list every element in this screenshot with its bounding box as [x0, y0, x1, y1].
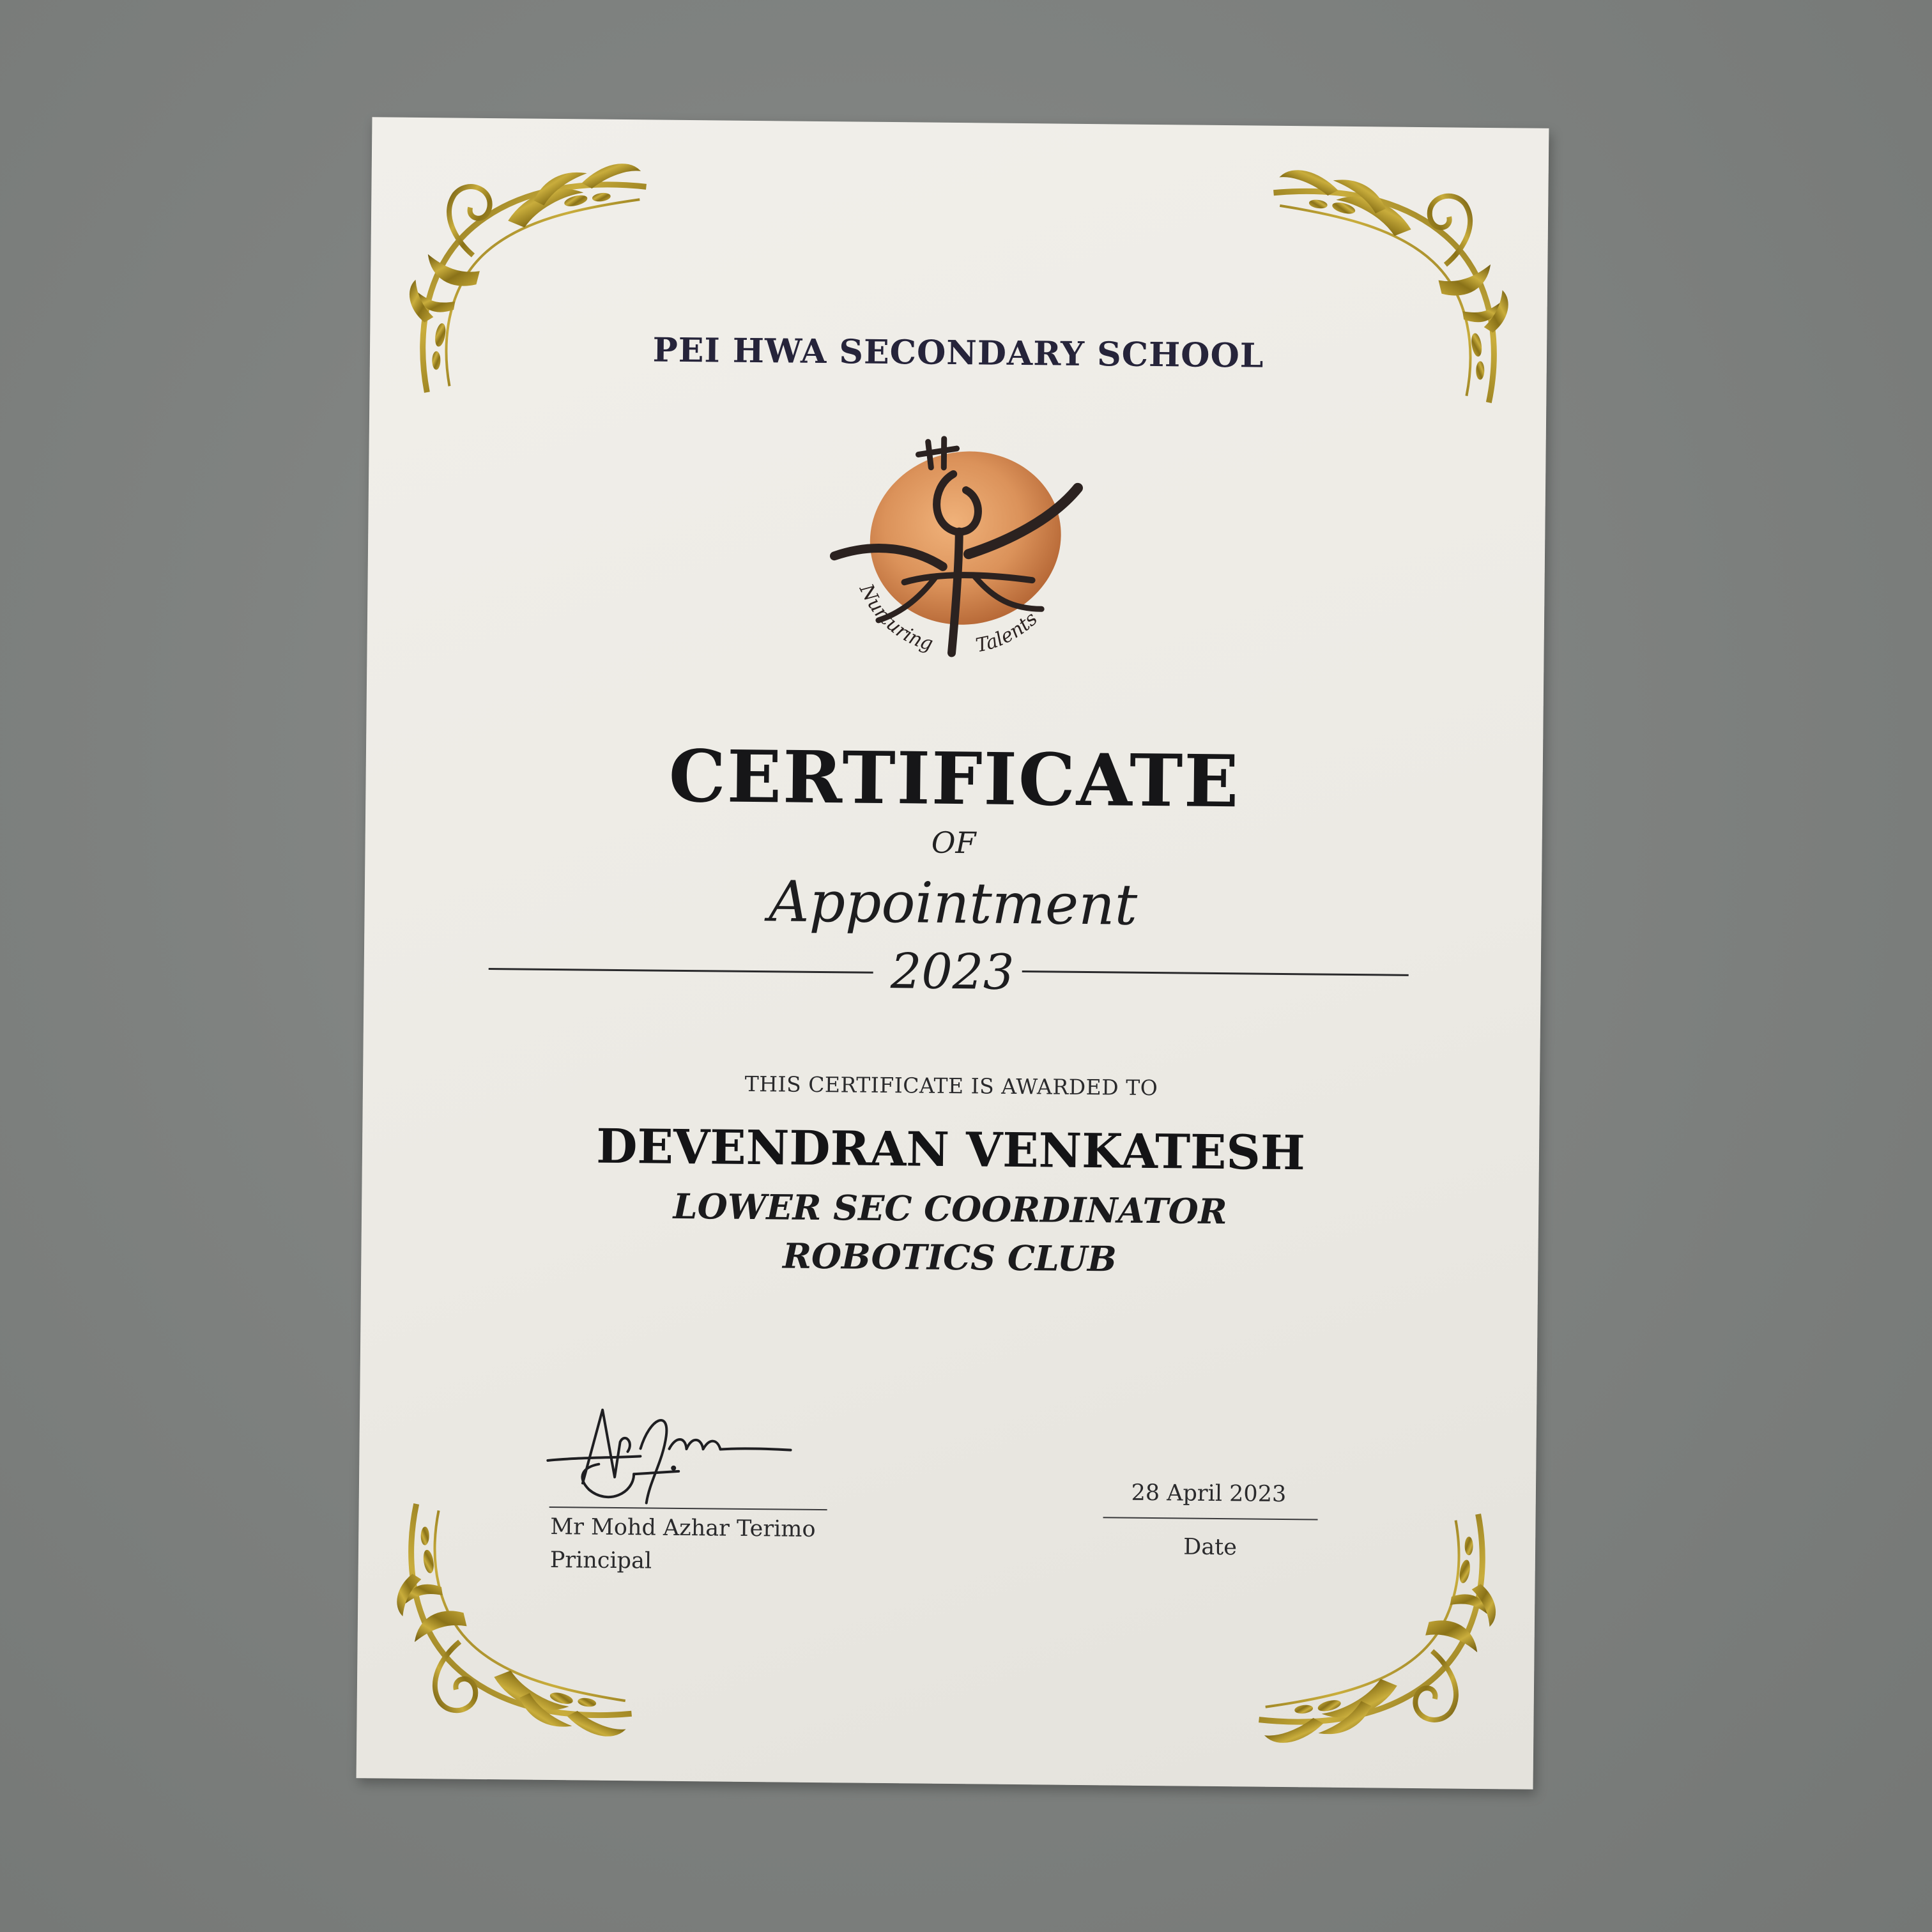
certificate-type: Appointment [768, 868, 1138, 938]
motto-left-text: Nurturing [854, 580, 936, 656]
certificate-year: 2023 [890, 942, 1015, 1000]
certificate-paper [356, 117, 1549, 1790]
recipient-club: ROBOTICS CLUB [782, 1235, 1117, 1280]
school-name: PEI HWA SECONDARY SCHOOL [652, 330, 1264, 376]
recipient-name: DEVENDRAN VENKATESH [595, 1119, 1306, 1181]
date-label: Date [1183, 1534, 1238, 1561]
certificate-title: CERTIFICATE [668, 734, 1241, 824]
recipient-role: LOWER SEC COORDINATOR [673, 1185, 1227, 1232]
certificate-of: OF [931, 825, 976, 861]
signatory-title: Principal [549, 1547, 652, 1574]
principal-signature [538, 1397, 814, 1508]
awarded-to-text: THIS CERTIFICATE IS AWARDED TO [744, 1071, 1158, 1101]
date-value: 28 April 2023 [1131, 1480, 1287, 1508]
school-crest-icon [820, 428, 1110, 686]
signatory-name: Mr Mohd Azhar Terimo [550, 1514, 816, 1542]
motto-right-text: Talents [974, 608, 1043, 657]
